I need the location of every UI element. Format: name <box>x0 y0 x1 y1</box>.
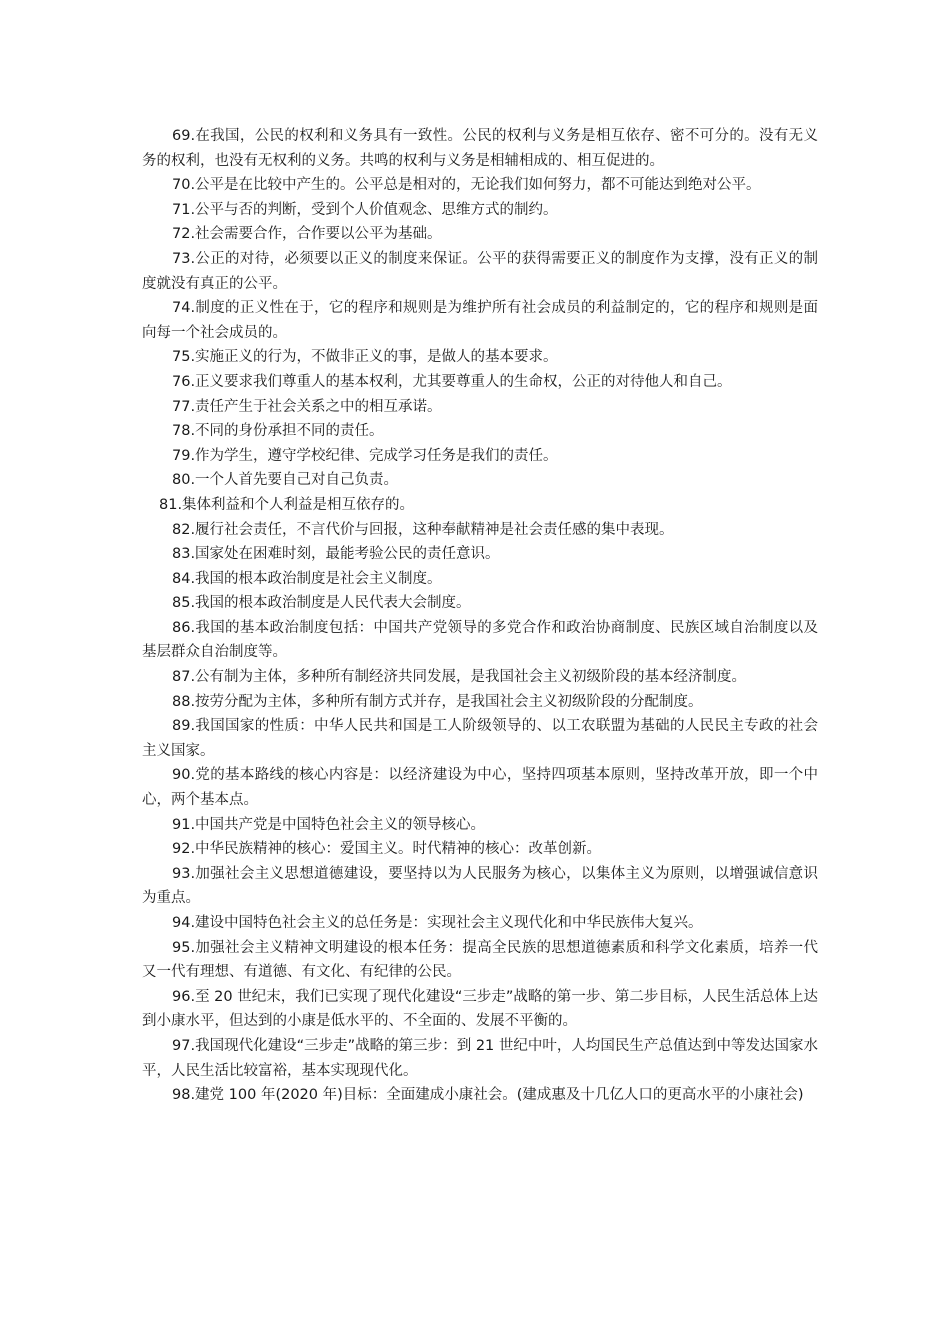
paragraph-92: 92.中华民族精神的核心：爱国主义。时代精神的核心：改革创新。 <box>172 841 602 858</box>
paragraph-78: 78.不同的身份承担不同的责任。 <box>172 423 384 440</box>
paragraph-70: 70.公平是在比较中产生的。公平总是相对的，无论我们如何努力，都不可能达到绝对公平。 <box>172 177 761 194</box>
paragraph-95: 95.加强社会主义精神文明建设的根本任务：提高全民族的思想道德素质和科学文化素质，培养一代又一代有理想、有道德、有文化、有纪律的公民。 <box>142 939 818 981</box>
paragraph-82: 82.履行社会责任，不言代价与回报，这种奉献精神是社会责任感的集中表现。 <box>172 521 674 538</box>
paragraph-86: 86.我国的基本政治制度包括：中国共产党领导的多党合作和政治协商制度、民族区域自治制度以及基层群众自治制度等。 <box>142 619 818 661</box>
paragraph-83: 83.国家处在困难时刻，最能考验公民的责任意识。 <box>172 546 500 563</box>
paragraph-93: 93.加强社会主义思想道德建设，要坚持以为人民服务为核心，以集体主义为原则，以增强诚信意识为重点。 <box>142 865 818 907</box>
paragraph-75: 75.实施正义的行为，不做非正义的事，是做人的基本要求。 <box>172 349 558 366</box>
paragraph-96: 96.至 20 世纪末，我们已实现了现代化建设“三步走”战略的第一步、第二步目标，人民生活总体上达到小康水平，但达到的小康是低水平的、不全面的、发展不平衡的。 <box>142 988 818 1030</box>
paragraph-94: 94.建设中国特色社会主义的总任务是：实现社会主义现代化和中华民族伟大复兴。 <box>172 915 703 931</box>
paragraph-90: 90.党的基本路线的核心内容是：以经济建设为中心，坚持四项基本原则，坚持改革开放，即一个中心，两个基本点。 <box>142 767 818 809</box>
paragraph-91: 91.中国共产党是中国特色社会主义的领导核心。 <box>172 816 486 833</box>
paragraph-87: 87.公有制为主体，多种所有制经济共同发展，是我国社会主义初级阶段的基本经济制度。 <box>172 669 747 686</box>
paragraph-84: 84.我国的根本政治制度是社会主义制度。 <box>172 570 442 587</box>
paragraph-98: 98.建党 100 年(2020 年)目标：全面建成小康社会。(建成惠及十几亿人口的更高水平的小康社会) <box>172 1087 804 1104</box>
paragraph-81: 81.集体利益和个人利益是相互依存的。 <box>159 496 415 513</box>
paragraph-76: 76.正义要求我们尊重人的基本权利，尤其要尊重人的生命权，公正的对待他人和自己。 <box>172 373 732 390</box>
paragraph-69: 69.在我国，公民的权利和义务具有一致性。公民的权利与义务是相互依存、密不可分的。没有无义务的权利，也没有无权利的义务。共鸣的权利与义务是相辅相成的、相互促进的。 <box>142 128 818 169</box>
paragraph-71: 71.公平与否的判断，受到个人价值观念、思维方式的制约。 <box>172 201 558 218</box>
document-body <box>142 124 818 1108</box>
paragraph-74: 74.制度的正义性在于，它的程序和规则是为维护所有社会成员的利益制定的，它的程序和规则是面向每一个社会成员的。 <box>142 300 818 341</box>
paragraph-89: 89.我国国家的性质：中华人民共和国是工人阶级领导的、以工农联盟为基础的人民民主专政的社会主义国家。 <box>142 718 818 759</box>
paragraph-72: 72.社会需要合作，合作要以公平为基础。 <box>172 226 442 243</box>
paragraph-88: 88.按劳分配为主体，多种所有制方式并存，是我国社会主义初级阶段的分配制度。 <box>172 693 703 710</box>
paragraph-79: 79.作为学生，遵守学校纪律、完成学习任务是我们的责任。 <box>172 447 558 464</box>
paragraph-73: 73.公正的对待，必须要以正义的制度来保证。公平的获得需要正义的制度作为支撑，没有正义的制度就没有真正的公平。 <box>142 250 818 292</box>
paragraph-97: 97.我国现代化建设“三步走”战略的第三步：到 21 世纪中叶，人均国民生产总值达到中等发达国家水平，人民生活比较富裕，基本实现现代化。 <box>142 1037 818 1079</box>
paragraph-77: 77.责任产生于社会关系之中的相互承诺。 <box>172 398 442 415</box>
paragraph-85: 85.我国的根本政治制度是人民代表大会制度。 <box>172 595 471 612</box>
paragraph-80: 80.一个人首先要自己对自己负责。 <box>172 472 399 489</box>
